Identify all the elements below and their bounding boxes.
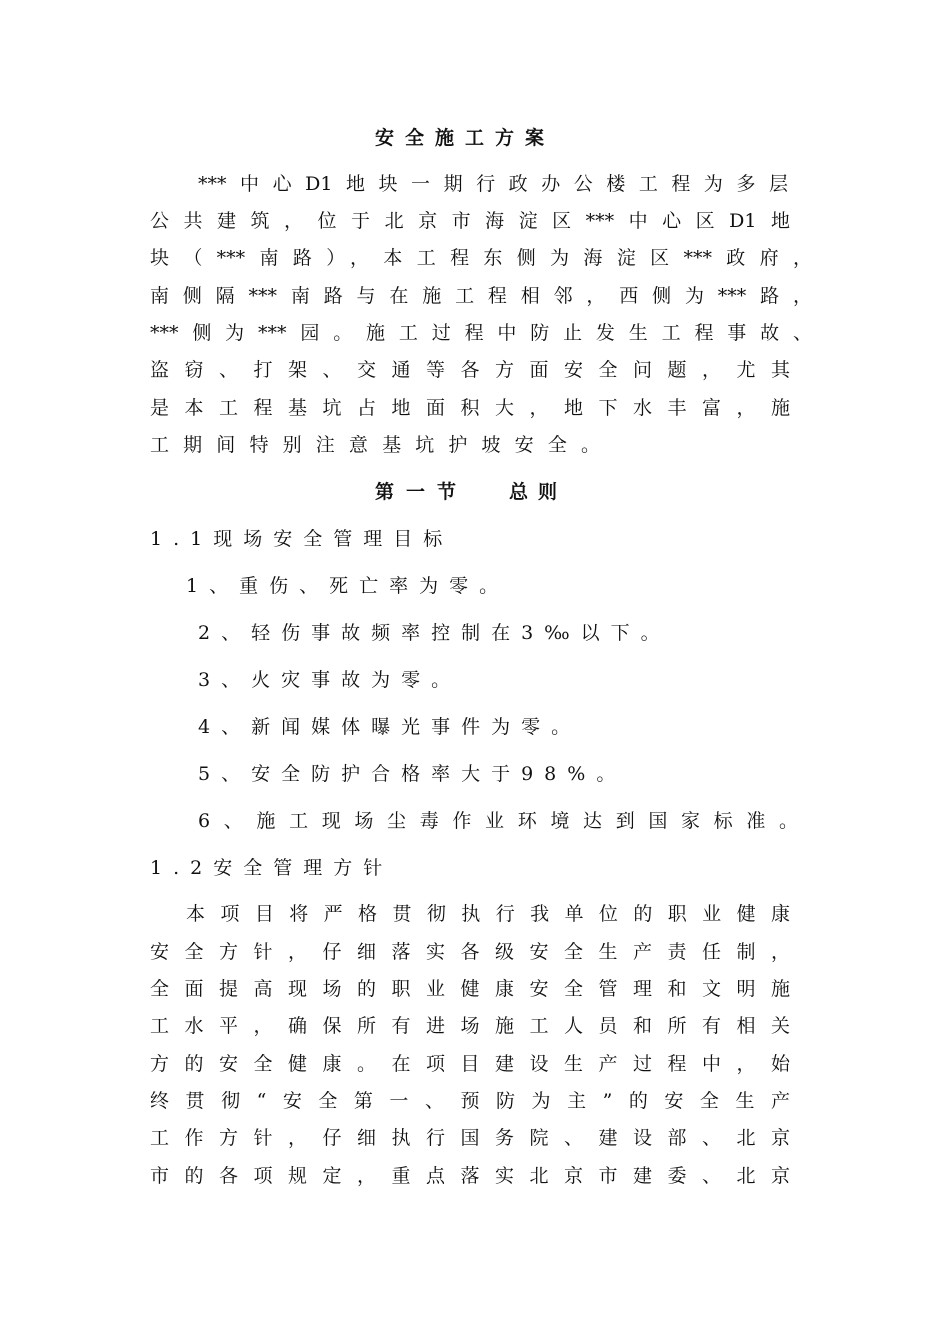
policy-line-6: 终贯彻“安全第一、预防为主”的安全生产: [150, 1090, 790, 1112]
section-label: 第一节: [375, 481, 469, 503]
intro-line-7: 是本工程基坑占地面积大，地下水丰富，施: [150, 397, 790, 419]
policy-line-5: 方的安全健康。在项目建设生产过程中，始: [150, 1053, 790, 1075]
policy-line-2: 安全方针，仔细落实各级安全生产责任制，: [150, 941, 790, 963]
intro-line-1: ***中心D1地块一期行政办公楼工程为多层: [198, 173, 788, 195]
intro-line-6: 盗窃、打架、交通等各方面安全问题，尤其: [150, 359, 790, 381]
policy-line-7: 工作方针，仔细执行国务院、建设部、北京: [150, 1127, 790, 1149]
goal-item-6: 6、施工现场尘毒作业环境达到国家标准。: [198, 810, 798, 832]
goal-item-3: 3、火灾事故为零。: [198, 669, 462, 691]
subsection-1-1-heading: 1.1现场安全管理目标: [150, 528, 454, 550]
goal-item-5: 5、安全防护合格率大于98%。: [198, 763, 627, 785]
goal-item-2: 2、轻伤事故频率控制在3‰以下。: [198, 622, 671, 644]
intro-line-5: ***侧为***园。施工过程中防止发生工程事故、: [150, 322, 812, 344]
intro-line-4: 南侧隔***南路与在施工程相邻，西侧为***路，: [150, 285, 812, 307]
policy-line-4: 工水平，确保所有进场施工人员和所有相关: [150, 1015, 790, 1037]
goal-item-4: 4、新闻媒体曝光事件为零。: [198, 716, 582, 738]
policy-line-8: 市的各项规定，重点落实北京市建委、北京: [150, 1165, 790, 1187]
section-name: 总则: [509, 481, 568, 503]
document-title: 安全施工方案: [375, 127, 556, 149]
intro-line-8: 工期间特别注意基坑护坡安全。: [150, 434, 600, 456]
policy-line-3: 全面提高现场的职业健康安全管理和文明施: [150, 978, 790, 1000]
intro-line-2: 公共建筑，位于北京市海淀区***中心区D1地: [150, 210, 790, 232]
policy-line-1: 本项目将严格贯彻执行我单位的职业健康: [186, 903, 790, 925]
goal-item-1: 1、重伤、死亡率为零。: [186, 575, 510, 597]
subsection-1-2-heading: 1.2安全管理方针: [150, 857, 394, 879]
intro-line-3: 块（***南路），本工程东侧为海淀区***政府，: [150, 247, 812, 269]
